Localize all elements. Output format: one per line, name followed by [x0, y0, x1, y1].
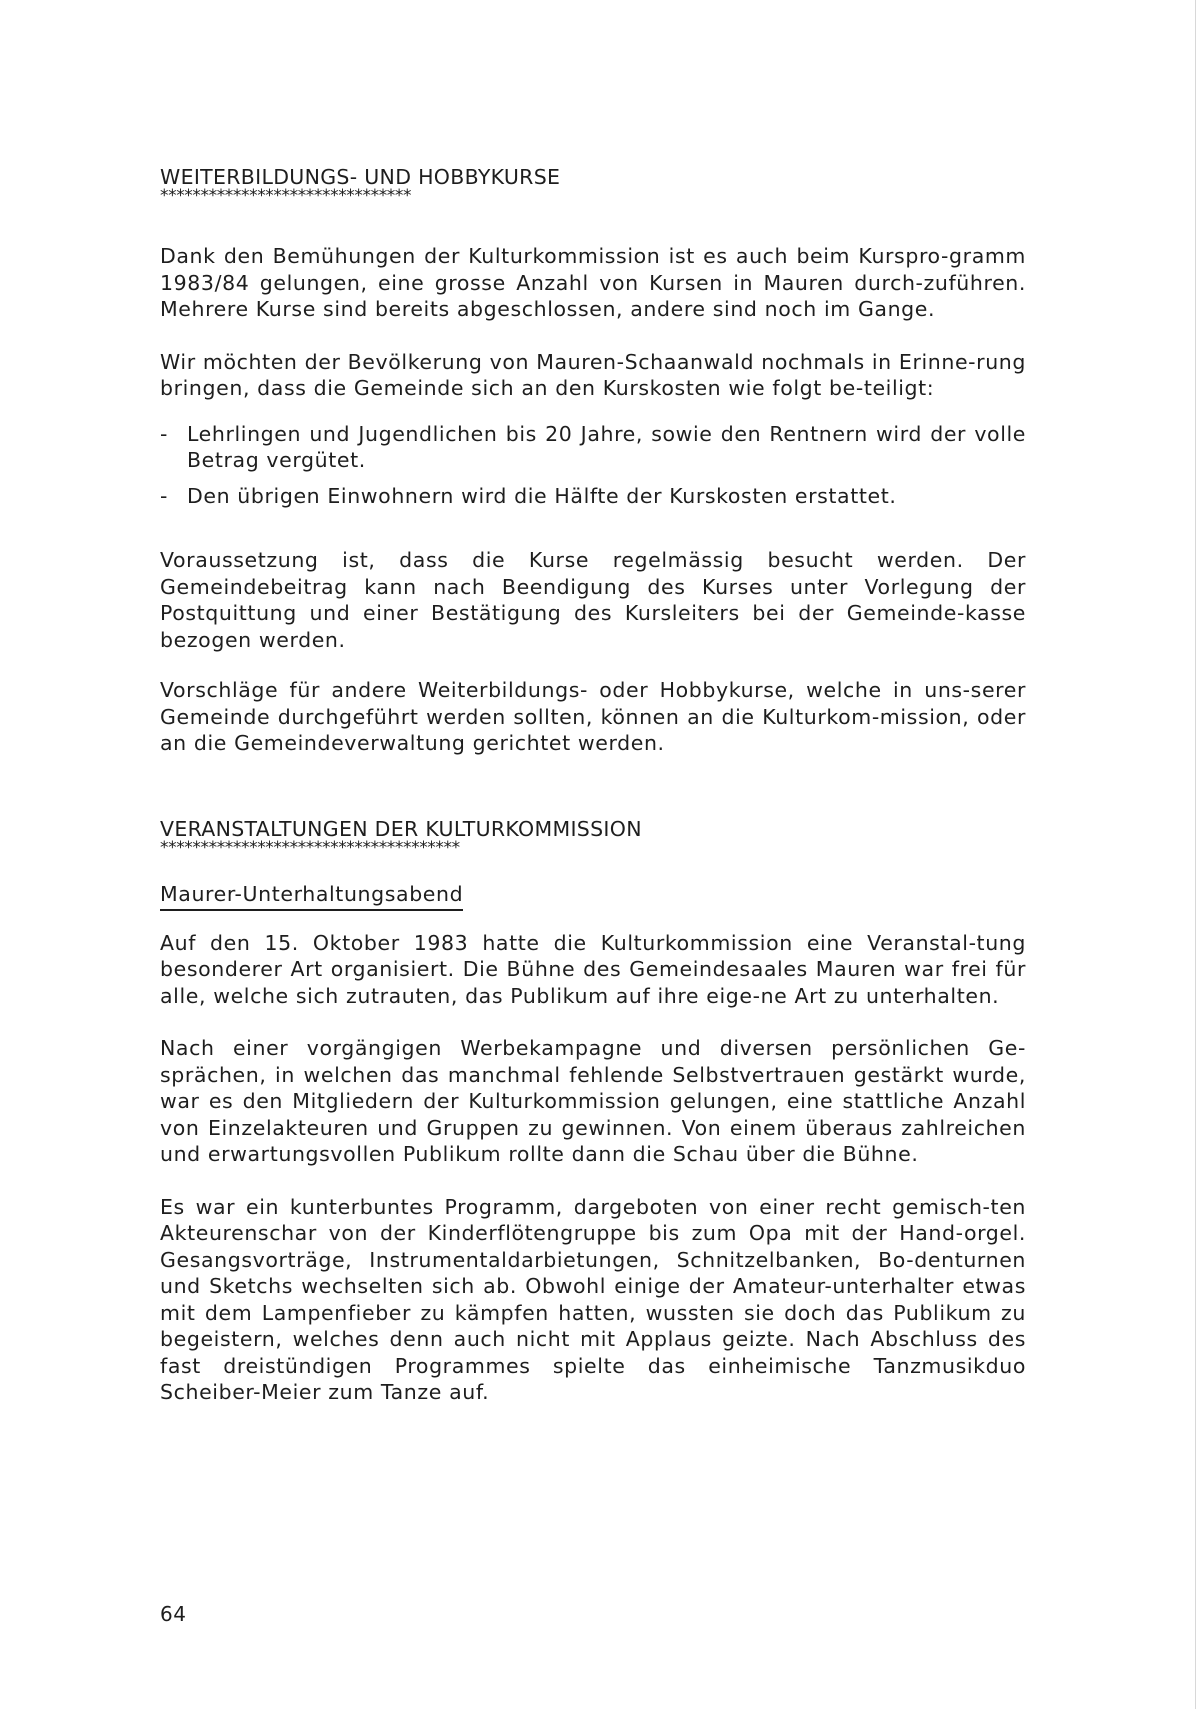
scan-edge-line — [1195, 0, 1196, 1709]
bullet-dash: - — [160, 421, 168, 446]
list-item — [160, 483, 1026, 510]
page-content — [160, 165, 1026, 1406]
list-item-text: Den übrigen Einwohnern wird die Hälfte der Kurskosten erstattet. — [187, 483, 897, 508]
subsidy-list — [160, 421, 1026, 510]
list-item-text: Lehrlingen und Jugendlichen bis 20 Jahre, sowie den Rentnern wird der volle Betrag vergütet. — [187, 421, 1026, 472]
section-heading-weiterbildung: WEITERBILDUNGS- UND HOBBYKURSE — [160, 165, 561, 189]
paragraph-veranstaltung: Auf den 15. Oktober 1983 hatte die Kulturkommission eine Veranstal-tung besonderer Art organisiert. Die Bühne des Gemeindesaales Mauren war frei für alle, welche sich zutrauten, das Publikum auf ihre eige-ne Art zu unterhalten. — [160, 930, 1026, 1008]
paragraph-vorschlaege: Vorschläge für andere Weiterbildungs- oder Hobbykurse, welche in uns-serer Gemeinde durchgeführt werden sollten, können an die Kulturkom-mission, oder an die Gemeindeverwaltung gerichtet werden. — [160, 678, 1026, 755]
heading-underline-stars: ************************************* — [160, 837, 460, 858]
section-heading-veranstaltungen: VERANSTALTUNGEN DER KULTURKOMMISSION — [160, 816, 642, 841]
paragraph-kursprogramm: Dank den Bemühungen der Kulturkommission ist es auch beim Kurspro-gramm 1983/84 gelungen, eine grosse Anzahl von Kursen in Mauren durch-zuführen. Mehrere Kurse sind bereits abgeschlossen, andere sind noch im Gange. — [160, 244, 1026, 321]
subheading-unterhaltungsabend: Maurer-Unterhaltungsabend — [160, 882, 463, 911]
subheading-wrapper — [160, 881, 1026, 911]
heading-underline-stars: ******************************* — [160, 186, 412, 206]
paragraph-kurskosten-intro: Wir möchten der Bevölkerung von Mauren-Schaanwald nochmals in Erinne-rung bringen, dass die Gemeinde sich an den Kurskosten wie folgt be-teiligt: — [160, 349, 1026, 400]
list-item — [160, 421, 1026, 474]
paragraph-werbekampagne: Nach einer vorgängigen Werbekampagne und diversen persönlichen Ge-sprächen, in welchen das manchmal fehlende Selbstvertrauen gestärkt wurde, war es den Mitgliedern der Kulturkommission gelungen, eine stattliche Anzahl von Einzelakteuren und Gruppen zu gewinnen. Von einem überaus zahlreichen und erwartungsvollen Publikum rollte dann die Schau über die Bühne. — [160, 1036, 1026, 1166]
paragraph-programm: Es war ein kunterbuntes Programm, dargeboten von einer recht gemisch-ten Akteurenschar von der Kinderflötengruppe bis zum Opa mit der Hand-orgel. Gesangsvorträge, Instrumentaldarbietungen, Schnitzelbanken, Bo-denturnen und Sketchs wechselten sich ab. Obwohl einige der Amateur-unterhalter etwas mit dem Lampenfieber zu kämpfen hatten, wussten sie doch das Publikum zu begeistern, welches denn auch nicht mit Applaus geizte. Nach Abschluss des fast dreistündigen Programmes spielte das einheimische Tanzmusikduo Scheiber-Meier zum Tanze auf. — [160, 1194, 1026, 1404]
page-number: 64 — [160, 1602, 187, 1626]
paragraph-voraussetzung: Voraussetzung ist, dass die Kurse regelmässig besucht werden. Der Gemeindebeitrag kann nach Beendigung des Kurses unter Vorlegung der Postquittung und einer Bestätigung des Kursleiters bei der Gemeinde-kasse bezogen werden. — [160, 548, 1026, 652]
bullet-dash: - — [160, 483, 168, 508]
